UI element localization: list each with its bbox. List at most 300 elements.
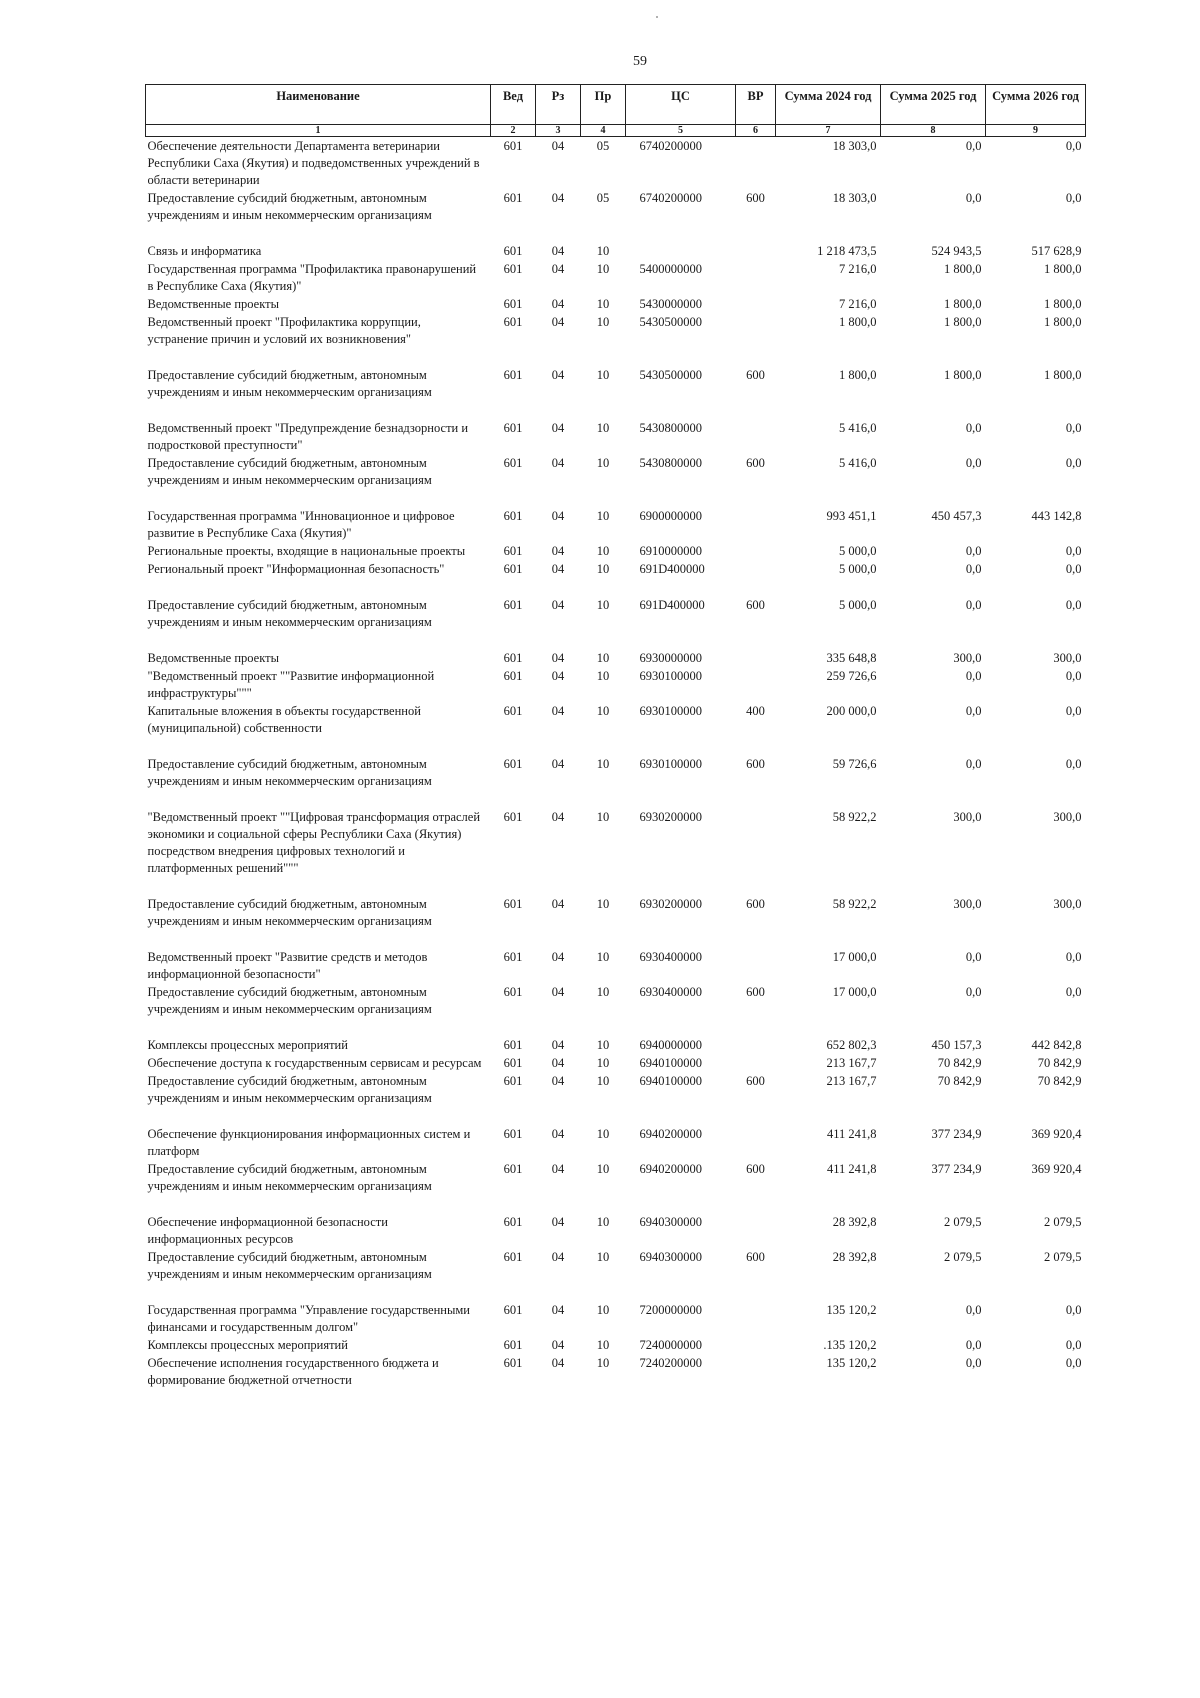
header-pr: Пр bbox=[581, 85, 626, 125]
header-row bbox=[146, 85, 1086, 125]
row-cs: 6740200000 bbox=[639, 139, 702, 153]
row-ved: 601 bbox=[503, 757, 523, 771]
header-sum-2025: Сумма 2025 год bbox=[881, 85, 986, 125]
row-ved: 601 bbox=[503, 1127, 523, 1141]
row-vr bbox=[736, 948, 776, 983]
table-row bbox=[146, 1125, 1086, 1160]
row-name: Ведомственный проект "Предупреждение безнадзорности и подростковой преступности" bbox=[147, 421, 469, 452]
row-rz: 04 bbox=[551, 757, 565, 771]
row-name: Предоставление субсидий бюджетным, автономным учреждениям и иным некоммерческим организациям bbox=[147, 598, 432, 629]
row-sum-2026: 70 842,9 bbox=[1037, 1056, 1082, 1070]
row-sum-2024: 7 216,0 bbox=[839, 262, 877, 276]
row-rz: 04 bbox=[551, 651, 565, 665]
row-rz: 04 bbox=[551, 544, 565, 558]
row-name: Предоставление субсидий бюджетным, автономным учреждениям и иным некоммерческим организациям bbox=[147, 757, 432, 788]
row-name: Связь и информатика bbox=[147, 244, 262, 258]
table-row bbox=[146, 702, 1086, 755]
row-cs: 6940100000 bbox=[639, 1056, 702, 1070]
row-vr: 600 bbox=[746, 985, 765, 999]
table-row bbox=[146, 983, 1086, 1036]
row-ved: 601 bbox=[503, 985, 523, 999]
row-sum-2026: 0,0 bbox=[1065, 669, 1082, 683]
row-rz: 04 bbox=[551, 456, 565, 470]
row-cs: 691D400000 bbox=[639, 562, 705, 576]
table-row bbox=[146, 189, 1086, 242]
row-sum-2024: 135 120,2 bbox=[826, 1303, 877, 1317]
row-sum-2026: 0,0 bbox=[1065, 1356, 1082, 1370]
header-index: 6 bbox=[736, 125, 776, 137]
row-pr: 10 bbox=[596, 368, 610, 382]
table-row bbox=[146, 1160, 1086, 1213]
row-name: Комплексы процессных мероприятий bbox=[147, 1038, 348, 1052]
table-row bbox=[146, 507, 1086, 542]
row-sum-2024: 58 922,2 bbox=[832, 897, 877, 911]
row-sum-2025: 70 842,9 bbox=[937, 1056, 982, 1070]
row-rz: 04 bbox=[551, 297, 565, 311]
row-sum-2025: 0,0 bbox=[965, 421, 982, 435]
row-name: Предоставление субсидий бюджетным, автономным учреждениям и иным некоммерческим организациям bbox=[147, 897, 432, 928]
row-cs: 6930100000 bbox=[639, 669, 702, 683]
row-ved: 601 bbox=[503, 139, 523, 153]
row-sum-2025: 377 234,9 bbox=[931, 1162, 982, 1176]
row-cs: 5430800000 bbox=[639, 421, 702, 435]
row-sum-2025: 2 079,5 bbox=[944, 1215, 982, 1229]
row-rz: 04 bbox=[551, 1356, 565, 1370]
row-cs: 7240200000 bbox=[639, 1356, 702, 1370]
row-ved: 601 bbox=[503, 368, 523, 382]
table-row bbox=[146, 295, 1086, 313]
row-ved: 601 bbox=[503, 1215, 523, 1229]
row-sum-2024: 135 120,2 bbox=[826, 1356, 877, 1370]
row-vr bbox=[736, 1354, 776, 1389]
row-sum-2025: 1 800,0 bbox=[944, 262, 982, 276]
row-sum-2026: 70 842,9 bbox=[1037, 1074, 1082, 1088]
row-name: Обеспечение исполнения государственного бюджета и формирование бюджетной отчетности bbox=[147, 1356, 439, 1387]
row-ved: 601 bbox=[503, 704, 523, 718]
row-ved: 601 bbox=[503, 297, 523, 311]
row-vr bbox=[736, 1301, 776, 1336]
row-sum-2024: 5 416,0 bbox=[839, 456, 877, 470]
row-name: Капитальные вложения в объекты государственной (муниципальной) собственности bbox=[147, 704, 421, 735]
row-vr bbox=[736, 260, 776, 295]
row-sum-2024: 1 218 473,5 bbox=[817, 244, 877, 258]
row-sum-2026: 0,0 bbox=[1065, 562, 1082, 576]
row-vr bbox=[736, 1213, 776, 1248]
row-sum-2025: 0,0 bbox=[965, 139, 982, 153]
row-pr: 10 bbox=[596, 1056, 610, 1070]
page-number: 59 bbox=[633, 54, 647, 69]
row-ved: 601 bbox=[503, 950, 523, 964]
row-name: "Ведомственный проект ""Цифровая трансформация отраслей экономики и социальной сферы Республики Саха (Якутия) посредством внедрения цифровых технологий и платформенных решений""" bbox=[147, 810, 481, 875]
row-vr: 400 bbox=[746, 704, 765, 718]
header-cs: ЦС bbox=[626, 85, 736, 125]
table-row bbox=[146, 667, 1086, 702]
row-sum-2026: 1 800,0 bbox=[1044, 262, 1082, 276]
header-index: 5 bbox=[626, 125, 736, 137]
row-sum-2025: 0,0 bbox=[965, 950, 982, 964]
row-sum-2024: 1 800,0 bbox=[839, 315, 877, 329]
row-rz: 04 bbox=[551, 1127, 565, 1141]
row-pr: 10 bbox=[596, 950, 610, 964]
row-vr: 600 bbox=[746, 191, 765, 205]
row-cs: 6930200000 bbox=[639, 810, 702, 824]
row-sum-2025: 300,0 bbox=[953, 810, 982, 824]
row-name: Ведомственный проект "Развитие средств и методов информационной безопасности" bbox=[147, 950, 428, 981]
row-vr bbox=[736, 1036, 776, 1054]
table-row bbox=[146, 1354, 1086, 1389]
row-sum-2026: 1 800,0 bbox=[1044, 315, 1082, 329]
row-sum-2024: 7 216,0 bbox=[839, 297, 877, 311]
row-rz: 04 bbox=[551, 985, 565, 999]
table-row bbox=[146, 1054, 1086, 1072]
row-rz: 04 bbox=[551, 669, 565, 683]
row-sum-2026: 0,0 bbox=[1065, 421, 1082, 435]
row-name: Предоставление субсидий бюджетным, автономным учреждениям и иным некоммерческим организациям bbox=[147, 1074, 432, 1105]
row-sum-2025: 0,0 bbox=[965, 191, 982, 205]
row-sum-2026: 442 842,8 bbox=[1031, 1038, 1082, 1052]
row-vr: 600 bbox=[746, 598, 765, 612]
row-sum-2024: 5 000,0 bbox=[839, 544, 877, 558]
row-ved: 601 bbox=[503, 421, 523, 435]
row-sum-2025: 1 800,0 bbox=[944, 368, 982, 382]
row-sum-2025: 450 457,3 bbox=[931, 509, 982, 523]
row-sum-2024: 58 922,2 bbox=[832, 810, 877, 824]
row-sum-2025: 300,0 bbox=[953, 897, 982, 911]
row-cs: 6940200000 bbox=[639, 1127, 702, 1141]
row-cs: 6940100000 bbox=[639, 1074, 702, 1088]
row-vr bbox=[736, 137, 776, 190]
row-sum-2024: 17 000,0 bbox=[832, 985, 877, 999]
row-vr bbox=[736, 242, 776, 260]
row-sum-2024: 411 241,8 bbox=[826, 1162, 877, 1176]
row-pr: 10 bbox=[596, 651, 610, 665]
row-vr: 600 bbox=[746, 368, 765, 382]
row-rz: 04 bbox=[551, 950, 565, 964]
row-pr: 10 bbox=[596, 262, 610, 276]
row-sum-2024: 28 392,8 bbox=[832, 1250, 877, 1264]
table-row bbox=[146, 948, 1086, 983]
row-pr: 10 bbox=[596, 544, 610, 558]
row-sum-2026: 0,0 bbox=[1065, 598, 1082, 612]
row-name: Предоставление субсидий бюджетным, автономным учреждениям и иным некоммерческим организациям bbox=[147, 1250, 432, 1281]
row-vr: 600 bbox=[746, 757, 765, 771]
header-index: 2 bbox=[491, 125, 536, 137]
row-vr bbox=[736, 808, 776, 895]
row-rz: 04 bbox=[551, 897, 565, 911]
row-cs: 6930000000 bbox=[639, 651, 702, 665]
header-rz: Рз bbox=[536, 85, 581, 125]
row-sum-2026: 369 920,4 bbox=[1031, 1127, 1082, 1141]
row-name: Обеспечение функционирования информационных систем и платформ bbox=[147, 1127, 471, 1158]
row-vr bbox=[736, 667, 776, 702]
row-rz: 04 bbox=[551, 509, 565, 523]
row-cs: 6940000000 bbox=[639, 1038, 702, 1052]
row-sum-2025: 2 079,5 bbox=[944, 1250, 982, 1264]
budget-table-container bbox=[145, 84, 1085, 1389]
row-sum-2025: 0,0 bbox=[965, 704, 982, 718]
row-rz: 04 bbox=[551, 1162, 565, 1176]
table-row bbox=[146, 260, 1086, 295]
row-vr bbox=[736, 1054, 776, 1072]
row-vr bbox=[736, 542, 776, 560]
row-vr bbox=[736, 507, 776, 542]
row-ved: 601 bbox=[503, 191, 523, 205]
row-name: Региональные проекты, входящие в национальные проекты bbox=[147, 544, 466, 558]
row-pr: 10 bbox=[596, 598, 610, 612]
row-cs: 691D400000 bbox=[639, 598, 705, 612]
row-sum-2025: 1 800,0 bbox=[944, 297, 982, 311]
row-name: Региональный проект "Информационная безопасность" bbox=[147, 562, 445, 576]
row-rz: 04 bbox=[551, 704, 565, 718]
row-sum-2025: 524 943,5 bbox=[931, 244, 982, 258]
budget-table bbox=[145, 84, 1086, 1389]
table-row bbox=[146, 596, 1086, 649]
row-name: Государственная программа "Управление государственными финансами и государственным долгом" bbox=[147, 1303, 470, 1334]
row-sum-2026: 0,0 bbox=[1065, 985, 1082, 999]
row-name: Обеспечение деятельности Департамента ветеринарии Республики Саха (Якутия) и подведомственных учреждений в области ветеринарии bbox=[147, 139, 480, 187]
row-sum-2026: 1 800,0 bbox=[1044, 297, 1082, 311]
row-pr: 10 bbox=[596, 1127, 610, 1141]
row-cs: 5430500000 bbox=[639, 368, 702, 382]
row-vr: 600 bbox=[746, 897, 765, 911]
row-rz: 04 bbox=[551, 262, 565, 276]
row-pr: 10 bbox=[596, 509, 610, 523]
row-vr bbox=[736, 419, 776, 454]
row-pr: 10 bbox=[596, 421, 610, 435]
row-sum-2024: .135 120,2 bbox=[823, 1338, 877, 1352]
row-pr: 10 bbox=[596, 297, 610, 311]
table-row bbox=[146, 1213, 1086, 1248]
row-ved: 601 bbox=[503, 598, 523, 612]
row-vr bbox=[736, 1336, 776, 1354]
row-vr bbox=[736, 649, 776, 667]
row-ved: 601 bbox=[503, 810, 523, 824]
row-name: Ведомственный проект "Профилактика коррупции, устранение причин и условий их возникновения" bbox=[147, 315, 421, 346]
row-name: Предоставление субсидий бюджетным, автономным учреждениям и иным некоммерческим организациям bbox=[147, 456, 432, 487]
row-sum-2026: 0,0 bbox=[1065, 1303, 1082, 1317]
header-index: 8 bbox=[881, 125, 986, 137]
row-sum-2024: 1 800,0 bbox=[839, 368, 877, 382]
table-row bbox=[146, 1072, 1086, 1125]
row-sum-2025: 0,0 bbox=[965, 1356, 982, 1370]
row-sum-2024: 18 303,0 bbox=[832, 191, 877, 205]
row-pr: 10 bbox=[596, 757, 610, 771]
row-pr: 10 bbox=[596, 1074, 610, 1088]
row-pr: 05 bbox=[596, 139, 610, 153]
row-pr: 10 bbox=[596, 810, 610, 824]
table-row bbox=[146, 808, 1086, 895]
row-sum-2025: 300,0 bbox=[953, 651, 982, 665]
row-name: Государственная программа "Инновационное и цифровое развитие в Республике Саха (Якутия)" bbox=[147, 509, 455, 540]
row-pr: 10 bbox=[596, 1303, 610, 1317]
row-sum-2024: 259 726,6 bbox=[826, 669, 877, 683]
row-cs: 6900000000 bbox=[639, 509, 702, 523]
row-sum-2026: 0,0 bbox=[1065, 950, 1082, 964]
header-ved: Вед bbox=[491, 85, 536, 125]
row-sum-2024: 335 648,8 bbox=[826, 651, 877, 665]
row-ved: 601 bbox=[503, 1056, 523, 1070]
row-sum-2024: 200 000,0 bbox=[826, 704, 877, 718]
table-row bbox=[146, 313, 1086, 366]
row-name: Ведомственные проекты bbox=[147, 297, 280, 311]
scan-speck bbox=[656, 16, 658, 18]
row-cs bbox=[626, 242, 736, 260]
row-name: Предоставление субсидий бюджетным, автономным учреждениям и иным некоммерческим организациям bbox=[147, 191, 432, 222]
table-row bbox=[146, 1036, 1086, 1054]
row-rz: 04 bbox=[551, 1303, 565, 1317]
row-ved: 601 bbox=[503, 544, 523, 558]
row-sum-2025: 377 234,9 bbox=[931, 1127, 982, 1141]
row-pr: 10 bbox=[596, 1215, 610, 1229]
row-cs: 6930100000 bbox=[639, 704, 702, 718]
row-cs: 6930400000 bbox=[639, 950, 702, 964]
table-row bbox=[146, 1336, 1086, 1354]
row-sum-2026: 1 800,0 bbox=[1044, 368, 1082, 382]
row-ved: 601 bbox=[503, 651, 523, 665]
row-name: Предоставление субсидий бюджетным, автономным учреждениям и иным некоммерческим организациям bbox=[147, 1162, 432, 1193]
row-sum-2025: 0,0 bbox=[965, 1338, 982, 1352]
row-rz: 04 bbox=[551, 810, 565, 824]
row-sum-2025: 450 157,3 bbox=[931, 1038, 982, 1052]
row-sum-2025: 0,0 bbox=[965, 544, 982, 558]
row-cs: 5400000000 bbox=[639, 262, 702, 276]
row-cs: 6930200000 bbox=[639, 897, 702, 911]
row-pr: 10 bbox=[596, 704, 610, 718]
table-row bbox=[146, 242, 1086, 260]
row-sum-2026: 300,0 bbox=[1053, 897, 1082, 911]
row-pr: 10 bbox=[596, 897, 610, 911]
row-pr: 10 bbox=[596, 985, 610, 999]
row-sum-2025: 0,0 bbox=[965, 669, 982, 683]
row-pr: 10 bbox=[596, 562, 610, 576]
row-ved: 601 bbox=[503, 1250, 523, 1264]
row-vr: 600 bbox=[746, 1250, 765, 1264]
row-ved: 601 bbox=[503, 562, 523, 576]
row-cs: 7200000000 bbox=[639, 1303, 702, 1317]
row-cs: 5430800000 bbox=[639, 456, 702, 470]
row-rz: 04 bbox=[551, 1338, 565, 1352]
row-rz: 04 bbox=[551, 368, 565, 382]
row-sum-2026: 2 079,5 bbox=[1044, 1215, 1082, 1229]
table-row bbox=[146, 419, 1086, 454]
row-sum-2026: 0,0 bbox=[1065, 1338, 1082, 1352]
table-row bbox=[146, 1301, 1086, 1336]
row-name: Комплексы процессных мероприятий bbox=[147, 1338, 348, 1352]
row-cs: 6930400000 bbox=[639, 985, 702, 999]
row-sum-2024: 993 451,1 bbox=[826, 509, 877, 523]
table-row bbox=[146, 454, 1086, 507]
header-sum-2026: Сумма 2026 год bbox=[986, 85, 1086, 125]
row-rz: 04 bbox=[551, 139, 565, 153]
table-row bbox=[146, 560, 1086, 596]
header-index: 1 bbox=[146, 125, 491, 137]
row-vr: 600 bbox=[746, 1074, 765, 1088]
row-rz: 04 bbox=[551, 1250, 565, 1264]
row-sum-2024: 28 392,8 bbox=[832, 1215, 877, 1229]
row-pr: 10 bbox=[596, 1356, 610, 1370]
header-sum-2024: Сумма 2024 год bbox=[776, 85, 881, 125]
row-rz: 04 bbox=[551, 315, 565, 329]
table-row bbox=[146, 649, 1086, 667]
row-sum-2026: 0,0 bbox=[1065, 191, 1082, 205]
row-name: "Ведомственный проект ""Развитие информационной инфраструктуры""" bbox=[147, 669, 435, 700]
row-cs: 6740200000 bbox=[639, 191, 702, 205]
row-rz: 04 bbox=[551, 421, 565, 435]
row-sum-2025: 0,0 bbox=[965, 562, 982, 576]
header-index: 7 bbox=[776, 125, 881, 137]
row-cs: 6910000000 bbox=[639, 544, 702, 558]
row-ved: 601 bbox=[503, 262, 523, 276]
row-name: Предоставление субсидий бюджетным, автономным учреждениям и иным некоммерческим организациям bbox=[147, 985, 432, 1016]
row-cs: 7240000000 bbox=[639, 1338, 702, 1352]
row-sum-2024: 213 167,7 bbox=[826, 1056, 877, 1070]
row-pr: 10 bbox=[596, 669, 610, 683]
row-sum-2024: 652 802,3 bbox=[826, 1038, 877, 1052]
table-row bbox=[146, 366, 1086, 419]
row-vr: 600 bbox=[746, 1162, 765, 1176]
row-sum-2025: 1 800,0 bbox=[944, 315, 982, 329]
header-index: 3 bbox=[536, 125, 581, 137]
row-rz: 04 bbox=[551, 1215, 565, 1229]
header-index: 4 bbox=[581, 125, 626, 137]
header-index-row bbox=[146, 125, 1086, 137]
row-name: Обеспечение информационной безопасности информационных ресурсов bbox=[147, 1215, 388, 1246]
row-sum-2026: 517 628,9 bbox=[1031, 244, 1082, 258]
table-header bbox=[146, 85, 1086, 137]
row-sum-2026: 0,0 bbox=[1065, 757, 1082, 771]
row-vr: 600 bbox=[746, 456, 765, 470]
row-sum-2024: 5 000,0 bbox=[839, 562, 877, 576]
table-row bbox=[146, 1248, 1086, 1301]
table-row bbox=[146, 755, 1086, 808]
row-ved: 601 bbox=[503, 1074, 523, 1088]
row-vr bbox=[736, 295, 776, 313]
row-sum-2025: 0,0 bbox=[965, 598, 982, 612]
row-vr bbox=[736, 1125, 776, 1160]
row-ved: 601 bbox=[503, 1338, 523, 1352]
row-name: Предоставление субсидий бюджетным, автономным учреждениям и иным некоммерческим организациям bbox=[147, 368, 432, 399]
row-cs: 6940300000 bbox=[639, 1250, 702, 1264]
row-sum-2024: 5 000,0 bbox=[839, 598, 877, 612]
row-sum-2026: 0,0 bbox=[1065, 139, 1082, 153]
row-sum-2026: 300,0 bbox=[1053, 651, 1082, 665]
header-vr: ВР bbox=[736, 85, 776, 125]
row-rz: 04 bbox=[551, 1038, 565, 1052]
row-ved: 601 bbox=[503, 315, 523, 329]
row-cs: 5430500000 bbox=[639, 315, 702, 329]
row-sum-2024: 213 167,7 bbox=[826, 1074, 877, 1088]
row-vr bbox=[736, 560, 776, 596]
row-name: Обеспечение доступа к государственным сервисам и ресурсам bbox=[147, 1056, 482, 1070]
row-rz: 04 bbox=[551, 1074, 565, 1088]
row-cs: 6940300000 bbox=[639, 1215, 702, 1229]
row-cs: 5430000000 bbox=[639, 297, 702, 311]
row-sum-2024: 17 000,0 bbox=[832, 950, 877, 964]
header-index: 9 bbox=[986, 125, 1086, 137]
row-cs: 6930100000 bbox=[639, 757, 702, 771]
row-rz: 04 bbox=[551, 244, 565, 258]
row-name: Государственная программа "Профилактика правонарушений в Республике Саха (Якутия)" bbox=[147, 262, 477, 293]
row-ved: 601 bbox=[503, 1038, 523, 1052]
row-sum-2024: 411 241,8 bbox=[826, 1127, 877, 1141]
row-rz: 04 bbox=[551, 562, 565, 576]
row-sum-2026: 369 920,4 bbox=[1031, 1162, 1082, 1176]
row-sum-2024: 18 303,0 bbox=[832, 139, 877, 153]
row-ved: 601 bbox=[503, 509, 523, 523]
table-row bbox=[146, 137, 1086, 190]
row-ved: 601 bbox=[503, 456, 523, 470]
row-pr: 10 bbox=[596, 1038, 610, 1052]
